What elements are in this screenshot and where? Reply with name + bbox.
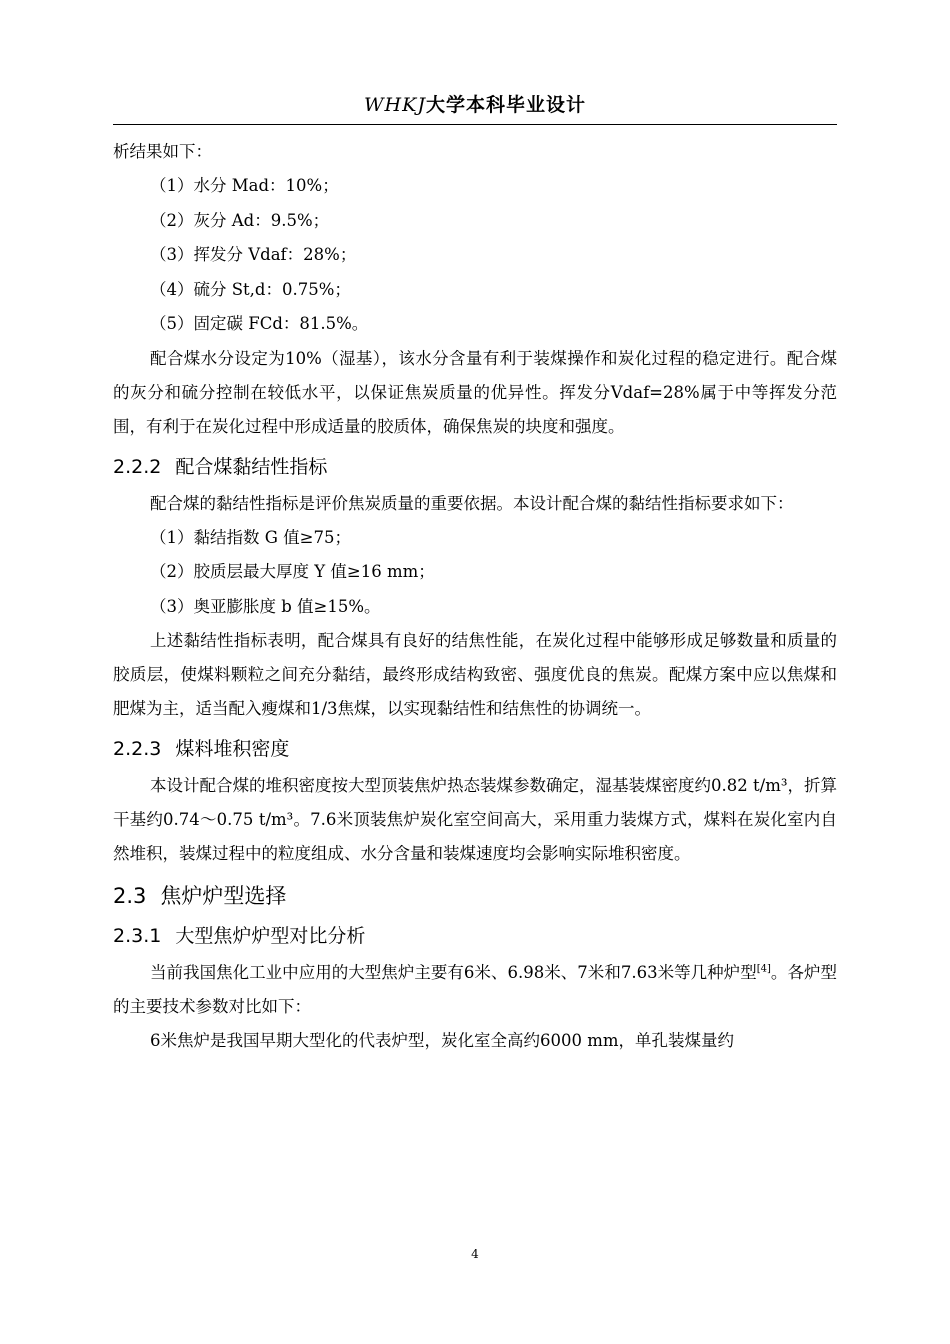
page-number: 4	[471, 1247, 479, 1261]
list-item: （2）灰分 Ad：9.5%；	[150, 210, 330, 230]
list-item: （5）固定碳 FCd：81.5%。	[150, 314, 369, 333]
section-title: 煤料堆积密度	[175, 738, 290, 760]
list-item: （4）硫分 St,d：0.75%；	[150, 279, 351, 299]
section-number: 2.2.3	[113, 738, 162, 760]
citation: [4]	[756, 963, 771, 975]
paragraph	[113, 956, 837, 1024]
analysis-list	[113, 169, 837, 342]
paragraph: 6米焦炉是我国早期大型化的代表炉型，炭化室全高约6000 mm，单孔装煤量约	[150, 1031, 735, 1050]
section-heading-2-2-2	[113, 450, 837, 484]
section-number: 2.2.2	[113, 455, 162, 478]
paragraph: 配合煤的黏结性指标是评价焦炭质量的重要依据。本设计配合煤的黏结性指标要求如下：	[150, 493, 794, 513]
list-item: （3）挥发分 Vdaf：28%；	[150, 245, 357, 264]
header-latin: WHKJ	[364, 94, 426, 116]
page-header	[113, 90, 837, 120]
section-heading-2-2-3	[113, 732, 837, 766]
list-item: （3）奥亚膨胀度 b 值≥15%。	[150, 596, 381, 616]
document-body	[113, 135, 837, 1058]
header-rule	[113, 124, 837, 125]
paragraph: 配合煤水分设定为10%（湿基），该水分含量有利于装煤操作和炭化过程的稳定进行。配合煤的灰分和硫分控制在较低水平，以保证焦炭质量的优异性。挥发分Vdaf=28%属于中等挥发分范围，有利于在炭化过程中形成适量的胶质体，确保焦炭的块度和强度。	[113, 348, 837, 436]
section-title: 大型焦炉炉型对比分析	[175, 925, 366, 947]
intro-text: 析结果如下：	[113, 142, 212, 161]
section-title: 配合煤黏结性指标	[175, 455, 328, 478]
list-item: （1）黏结指数 G 值≥75；	[150, 527, 351, 547]
paragraph: 上述黏结性指标表明，配合煤具有良好的结焦性能，在炭化过程中能够形成足够数量和质量的胶质层，使煤料颗粒之间充分黏结，最终形成结构致密、强度优良的焦炭。配煤方案中应以焦煤和肥煤为主，适当配入瘦煤和1/3焦煤，以实现黏结性和结焦性的协调统一。	[113, 631, 837, 718]
list-item: （2）胶质层最大厚度 Y 值≥16 mm；	[150, 562, 435, 581]
paragraph-tail: 。各炉型的主要技术参数对比如下：	[113, 963, 837, 1016]
section-heading-2-3	[113, 879, 837, 913]
list-item: （1）水分 Mad：10%；	[150, 176, 339, 195]
paragraph: 本设计配合煤的堆积密度按大型顶装焦炉热态装煤参数确定，湿基装煤密度约0.82 t/m³，折算干基约0.74～0.75 t/m³。7.6米顶装焦炉炭化室空间高大，采用重力装煤方式，煤料在炭化室内自然堆积，装煤过程中的粒度组成、水分含量和装煤速度均会影响实际堆积密度。	[113, 776, 837, 863]
section-number: 2.3	[113, 884, 147, 908]
section-title: 焦炉炉型选择	[160, 884, 287, 908]
header-title: 大学本科毕业设计	[425, 94, 586, 116]
bonding-list	[113, 521, 837, 625]
section-heading-2-3-1	[113, 919, 837, 953]
section-number: 2.3.1	[113, 925, 162, 947]
paragraph-text: 当前我国焦化工业中应用的大型焦炉主要有6米、6.98米、7米和7.63米等几种炉型	[150, 963, 757, 982]
